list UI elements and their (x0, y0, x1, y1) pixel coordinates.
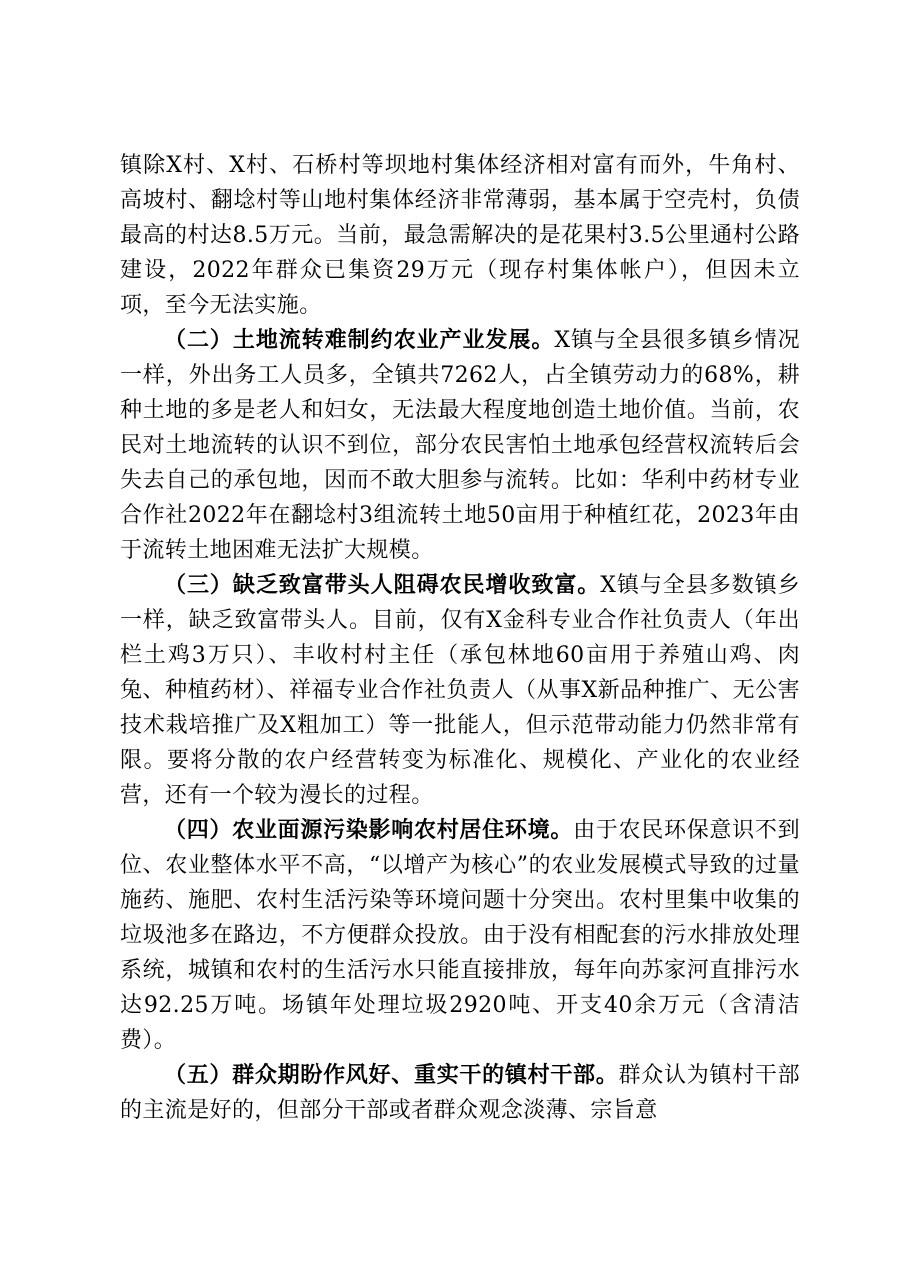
paragraph-leaders (120, 568, 800, 813)
section-heading: （四）农业面源污染影响农村居住环境。 (164, 817, 574, 843)
paragraph-land-transfer (120, 323, 800, 568)
paragraph-text: 镇除X村、X村、石桥村等坝地村集体经济相对富有而外，牛角村、高坡村、翻埝村等山地村集体经济非常薄弱，基本属于空壳村，负债最高的村达8.5万元。当前，最急需解决的是花果村3.5公里通村公路建设，2022年群众已集资29万元（现存村集体帐户），但因未立项，至今无法实施。 (120, 153, 800, 318)
paragraph-pollution (120, 813, 800, 1058)
paragraph-text: X镇与全县多数镇乡一样，缺乏致富带头人。目前，仅有X金科专业合作社负责人（年出栏土鸡3万只）、丰收村村主任（承包林地60亩用于养殖山鸡、肉兔、种植药材）、祥福专业合作社负责人（从事X新品种推广、无公害技术栽培推广及X粗加工）等一批能人，但示范带动能力仍然非常有限。要将分散的农户经营转变为标准化、规模化、产业化的农业经营，还有一个较为漫长的过程。 (120, 573, 800, 808)
paragraph-continuation (120, 148, 800, 323)
section-heading: （三）缺乏致富带头人阻碍农民增收致富。 (164, 572, 601, 598)
paragraph-text: 由于农民环保意识不到位、农业整体水平不高，“以增产为核心”的农业发展模式导致的过量施药、施肥、农村生活污染等环境问题十分突出。农村里集中收集的垃圾池多在路边，不方便群众投放。由于没有相配套的污水排放处理系统，城镇和农村的生活污水只能直接排放，每年向苏家河直排污水达92.25万吨。场镇年处理垃圾2920吨、开支40余万元（含清洁费）。 (120, 818, 800, 1053)
section-heading: （二）土地流转难制约农业产业发展。 (164, 327, 555, 353)
section-heading: （五）群众期盼作风好、重实干的镇村干部。 (164, 1062, 619, 1088)
paragraph-text: 群众认为镇村干部的主流是好的，但部分干部或者群众观念淡薄、宗旨意 (120, 1063, 800, 1123)
document-page (120, 148, 800, 1128)
paragraph-text: X镇与全县很多镇乡情况一样，外出务工人员多，全镇共7262人，占全镇劳动力的68%，耕种土地的多是老人和妇女，无法最大程度地创造土地价值。当前，农民对土地流转的认识不到位，部分农民害怕土地承包经营权流转后会失去自己的承包地，因而不敢大胆参与流转。比如：华利中药材专业合作社2022年在翻埝村3组流转土地50亩用于种植红花，2023年由于流转土地困难无法扩大规模。 (120, 328, 800, 563)
paragraph-cadres (120, 1058, 800, 1128)
